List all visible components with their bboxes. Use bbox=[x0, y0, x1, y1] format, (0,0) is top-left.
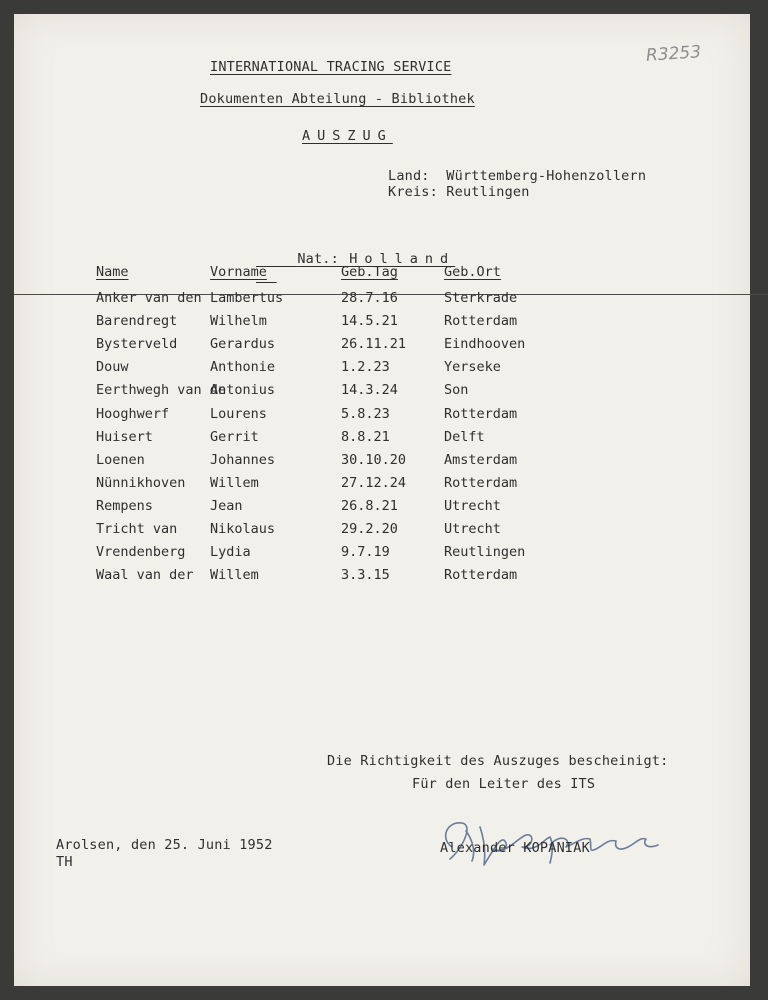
cell-tag: 26.8.21 bbox=[341, 497, 398, 514]
cell-tag: 3.3.15 bbox=[341, 567, 390, 584]
cell-vorname: Jean bbox=[210, 497, 243, 514]
department-heading: Dokumenten Abteilung - Bibliothek bbox=[200, 91, 475, 107]
cell-tag: 29.2.20 bbox=[341, 521, 398, 537]
cell-ort: Utrecht bbox=[444, 521, 501, 537]
cell-ort: Rotterdam bbox=[444, 313, 518, 330]
cell-vorname: Willem bbox=[210, 474, 259, 491]
cell-ort: Rotterdam bbox=[444, 474, 518, 491]
cell-vorname: Gerrit bbox=[210, 428, 259, 445]
cell-tag: 28.7.16 bbox=[341, 290, 398, 306]
cell-tag: 27.12.24 bbox=[341, 474, 407, 491]
document-page bbox=[14, 14, 750, 986]
typist-initials: TH bbox=[56, 854, 73, 870]
cell-ort: Reutlingen bbox=[444, 544, 526, 561]
certification-for-line: Für den Leiter des ITS bbox=[412, 776, 596, 792]
cell-tag: 9.7.19 bbox=[341, 544, 390, 561]
cell-tag: 26.11.21 bbox=[341, 336, 407, 353]
nationality-text: Nat.: Holland bbox=[297, 251, 456, 267]
cell-name: Waal van der bbox=[96, 567, 194, 584]
cell-tag: 8.8.21 bbox=[341, 428, 390, 445]
org-heading: INTERNATIONAL TRACING SERVICE bbox=[210, 59, 452, 75]
cell-tag: 1.2.23 bbox=[341, 359, 390, 376]
cell-name: Loenen bbox=[96, 451, 145, 468]
cell-name: Barendregt bbox=[96, 313, 178, 330]
cell-name: Nünnikhoven bbox=[96, 474, 186, 491]
land-line: Land: Württemberg-Hohenzollern bbox=[388, 168, 647, 184]
cell-vorname: Antonius bbox=[210, 382, 276, 399]
cell-vorname: Anthonie bbox=[210, 359, 276, 376]
pencil-reference-mark: R3253 bbox=[645, 42, 702, 66]
cell-vorname: Johannes bbox=[210, 451, 276, 468]
cell-vorname: Wilhelm bbox=[210, 313, 267, 330]
kreis-line: Kreis: Reutlingen bbox=[388, 184, 530, 200]
cell-ort: Son bbox=[444, 382, 469, 399]
cell-name: Anker van den bbox=[96, 290, 202, 306]
cell-name: Bysterveld bbox=[96, 336, 178, 353]
certification-line: Die Richtigkeit des Auszuges bescheinigt: bbox=[327, 753, 669, 769]
col-gebtag-header: Geb.Tag bbox=[341, 264, 398, 280]
cell-ort: Sterkrade bbox=[444, 290, 518, 306]
cell-ort: Delft bbox=[444, 428, 485, 445]
cell-name: Huisert bbox=[96, 428, 153, 445]
cell-ort: Eindhooven bbox=[444, 336, 526, 353]
cell-vorname: Lourens bbox=[210, 405, 267, 422]
col-name-header: Name bbox=[96, 264, 129, 280]
cell-ort: Yerseke bbox=[444, 359, 501, 376]
cell-name: Vrendenberg bbox=[96, 544, 186, 561]
cell-vorname: Willem bbox=[210, 567, 259, 584]
cell-name: Hooghwerf bbox=[96, 405, 170, 422]
cell-tag: 5.8.23 bbox=[341, 405, 390, 422]
col-vorname-header: Vorname bbox=[210, 264, 267, 280]
cell-ort: Rotterdam bbox=[444, 405, 518, 422]
document-title: AUSZUG bbox=[302, 128, 393, 144]
cell-vorname: Nikolaus bbox=[210, 521, 276, 537]
cell-tag: 14.3.24 bbox=[341, 382, 398, 399]
col-gebort-header: Geb.Ort bbox=[444, 264, 501, 280]
cell-name: Eerthwegh van de bbox=[96, 382, 227, 399]
cell-name: Douw bbox=[96, 359, 129, 376]
signer-name: Alexander KOPANIAK bbox=[440, 840, 590, 856]
cell-tag: 14.5.21 bbox=[341, 313, 398, 330]
cell-vorname: Lambertus bbox=[210, 290, 284, 306]
cell-ort: Utrecht bbox=[444, 497, 501, 514]
place-date: Arolsen, den 25. Juni 1952 bbox=[56, 837, 273, 853]
cell-name: Tricht van bbox=[96, 521, 178, 537]
cell-vorname: Lydia bbox=[210, 544, 251, 561]
cell-name: Rempens bbox=[96, 497, 153, 514]
cell-vorname: Gerardus bbox=[210, 336, 276, 353]
cell-tag: 30.10.20 bbox=[341, 451, 407, 468]
cell-ort: Rotterdam bbox=[444, 567, 518, 584]
cell-ort: Amsterdam bbox=[444, 451, 518, 468]
